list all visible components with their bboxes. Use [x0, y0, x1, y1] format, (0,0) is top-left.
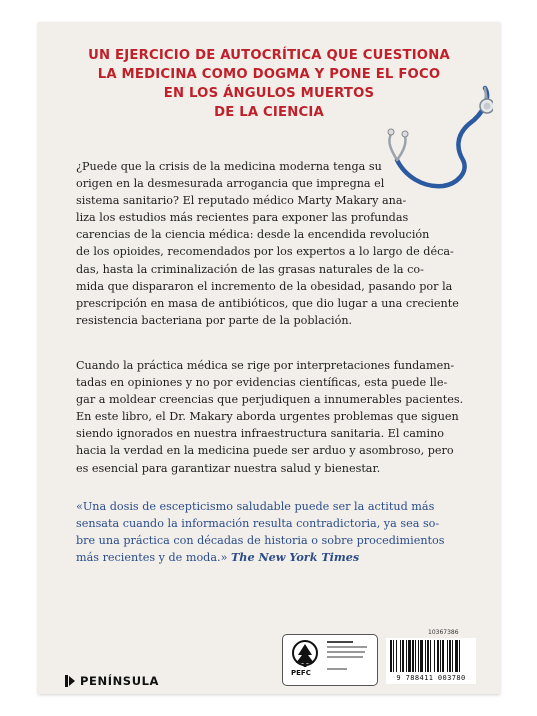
press-quote: [76, 498, 476, 566]
pefc-certification-box: [282, 634, 378, 686]
barcode-bar: [437, 640, 439, 672]
isbn-barcode: [386, 638, 476, 684]
text-line: liza los estudios más recientes para exponer las profundas: [76, 211, 409, 225]
text-line: sistema sanitario? El reputado médico Marty Makary ana-: [76, 194, 407, 208]
headline-line: DE LA CIENCIA: [214, 105, 324, 120]
quote-line: «Una dosis de escepticismo saludable puede ser la actitud más: [76, 500, 435, 513]
barcode-bar: [434, 640, 435, 672]
barcode-bar: [459, 640, 460, 672]
barcode-bars: [386, 638, 476, 674]
barcode-bar: [412, 640, 414, 672]
barcode-bar: [390, 640, 392, 672]
barcode-bar: [400, 640, 401, 672]
publisher-mark-icon: [64, 674, 76, 688]
barcode-bar: [406, 640, 407, 672]
text-line: de los opioides, recomendados por los expertos a lo largo de déca-: [76, 245, 454, 259]
barcode-bar: [455, 640, 458, 672]
text-line: mida que dispararon el incremento de la obesidad, pasando por la: [76, 279, 453, 293]
text-line: gar a moldear creencias que perjudiquen a innumerables pacientes.: [76, 393, 464, 407]
barcode-bar: [452, 640, 453, 672]
text-line: resistencia bacteriana por parte de la población.: [76, 313, 353, 327]
barcode-bar: [408, 640, 411, 672]
headline-line: LA MEDICINA COMO DOGMA Y PONE EL FOCO: [97, 67, 441, 82]
text-line: tadas en opiniones y no por evidencias científicas, esta puede lle-: [76, 376, 448, 390]
text-line: Cuando la práctica médica se rige por interpretaciones fundamen-: [76, 359, 455, 372]
text-line: hacia la verdad en la medicina puede ser arduo y asombroso, pero: [76, 444, 454, 458]
text-line: prescripción en masa de antibióticos, que dio lugar a una creciente: [76, 296, 459, 310]
barcode-bar: [425, 640, 426, 672]
text-line: das, hasta la criminalización de las grasas naturales de la co-: [76, 262, 424, 276]
text-line: siendo ignorados en nuestra infraestructura sanitaria. El camino: [76, 427, 445, 441]
quote-line: sensata cuando la información resulta contradictoria, ya sea so-: [76, 517, 440, 531]
barcode-bar: [420, 640, 423, 672]
quote-source: The New York Times: [230, 550, 360, 565]
publisher-name: PENÍNSULA: [80, 674, 160, 688]
barcode-bar: [449, 640, 451, 672]
book-back-cover: [38, 22, 500, 694]
barcode-bar: [440, 640, 441, 672]
pefc-label: PEFC: [291, 669, 311, 677]
product-code: 10367386: [428, 629, 459, 636]
barcode-bar: [442, 640, 444, 672]
headline-line: EN LOS ÁNGULOS MUERTOS: [163, 86, 375, 101]
text-line: origen en la desmesurada arrogancia que impregna el: [76, 177, 385, 191]
barcode-bar: [393, 640, 394, 672]
headline-line: UN EJERCICIO DE AUTOCRÍTICA QUE CUESTIONA: [88, 48, 450, 63]
barcode-bar: [402, 640, 404, 672]
text-line: En este libro, el Dr. Makary aborda urgentes problemas que siguen: [76, 410, 459, 424]
isbn-digits: 9 788411 003780: [396, 674, 466, 682]
pefc-fine-print: [327, 641, 367, 673]
text-line: ¿Puede que la crisis de la medicina moderna tenga su: [76, 160, 382, 173]
barcode-bar: [447, 640, 448, 672]
description-paragraph-2: [76, 357, 470, 477]
quote-line: bre una práctica con décadas de historia o sobre procedimientos: [76, 534, 445, 548]
quote-last-line: [76, 549, 476, 566]
quote-text: más recientes y de moda.»: [76, 551, 228, 565]
barcode-bar: [427, 640, 429, 672]
text-line: es esencial para garantizar nuestra salud y bienestar.: [76, 461, 381, 475]
barcode-bar: [430, 640, 431, 672]
barcode-bar: [396, 640, 397, 672]
barcode-bar: [418, 640, 419, 672]
publisher-logo: [64, 674, 159, 688]
barcode-bar: [415, 640, 416, 672]
description-paragraph-1: [76, 158, 470, 329]
text-line: carencias de la ciencia médica: desde la encendida revolución: [76, 228, 430, 242]
